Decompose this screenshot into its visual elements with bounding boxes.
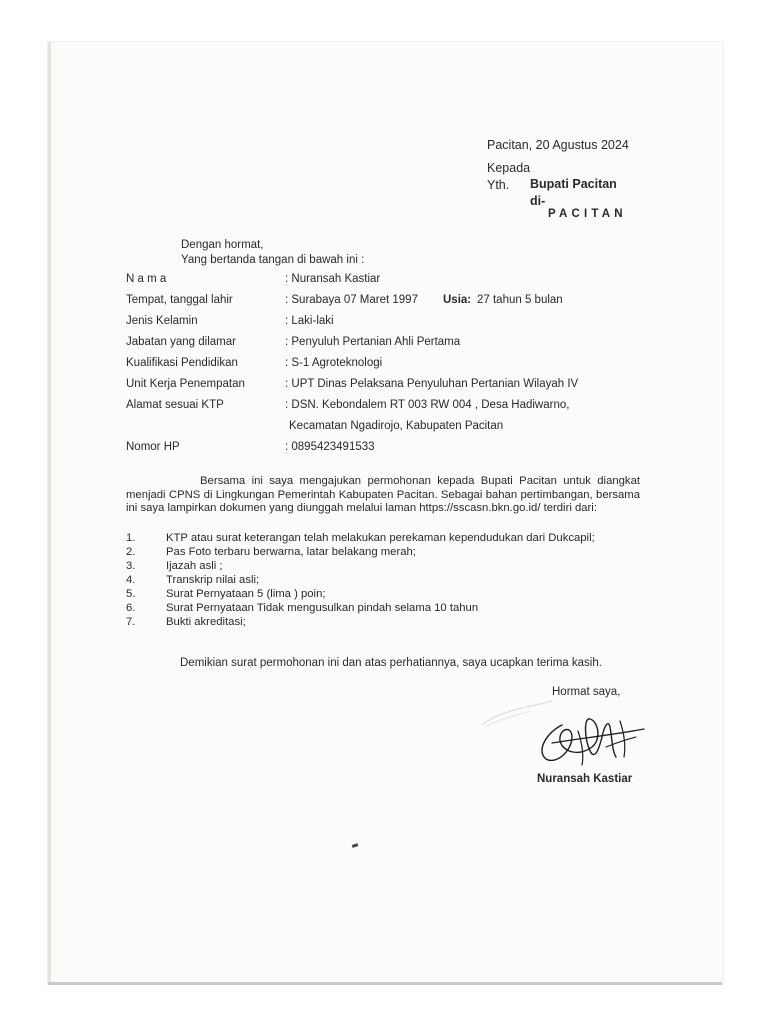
- attachment-number: 7.: [126, 616, 136, 628]
- field-value-address: : DSN. Kebondalem RT 003 RW 004 , Desa Hadiwarno,: [285, 399, 570, 411]
- field-label-birth: Tempat, tanggal lahir: [126, 294, 233, 306]
- field-label-work-unit: Unit Kerja Penempatan: [126, 378, 245, 390]
- intro-line: Yang bertanda tangan di bawah ini :: [181, 254, 365, 266]
- attachment-number: 1.: [126, 532, 136, 544]
- signer-name: Nuransah Kastiar: [537, 773, 633, 785]
- field-value-birth: : Surabaya 07 Maret 1997: [285, 294, 418, 306]
- closing-text: Demikian surat permohonan ini dan atas perhatiannya, saya ucapkan terima kasih.: [180, 657, 602, 669]
- field-value-education: : S-1 Agroteknologi: [285, 357, 383, 369]
- attachment-number: 5.: [126, 588, 136, 600]
- greeting: Dengan hormat,: [181, 239, 264, 251]
- attachment-item: KTP atau surat keterangan telah melakukan perekaman kependudukan dari Dukcapil;: [166, 532, 595, 544]
- field-label-phone: Nomor HP: [126, 441, 180, 453]
- field-value-work-unit: : UPT Dinas Pelaksana Penyuluhan Pertanian Wilayah IV: [285, 378, 579, 390]
- field-value-phone: : 0895423491533: [285, 441, 375, 453]
- field-value-address-line2: Kecamatan Ngadirojo, Kabupaten Pacitan: [289, 420, 504, 432]
- attachment-item: Surat Pernyataan 5 (lima ) poin;: [166, 588, 326, 600]
- attachment-item: Bukti akreditasi;: [166, 616, 246, 628]
- attachment-number: 3.: [126, 560, 136, 572]
- field-label-education: Kualifikasi Pendidikan: [126, 357, 238, 369]
- age-label: Usia:: [443, 294, 472, 306]
- field-label-gender: Jenis Kelamin: [126, 315, 198, 327]
- signature-image: [532, 707, 648, 771]
- recipient: Bupati Pacitan: [530, 177, 617, 191]
- body-paragraph: [126, 475, 640, 516]
- attachment-number: 2.: [126, 546, 136, 558]
- attachment-number: 4.: [126, 574, 136, 586]
- yth-label: Yth.: [487, 178, 510, 192]
- at-label: di-: [530, 194, 546, 208]
- salutation: Hormat saya,: [552, 686, 621, 698]
- attachment-item: Transkrip nilai asli;: [166, 574, 260, 586]
- field-label-position: Jabatan yang dilamar: [126, 336, 236, 348]
- field-label-name: N a m a: [126, 273, 167, 285]
- field-value-gender: : Laki-laki: [285, 315, 334, 327]
- body-text: Bersama ini saya mengajukan permohonan kepada Bupati Pacitan untuk diangkat menjadi CPNS di Lingkungan Pemerintah Kabupaten Pacitan. Sebagai bahan pertimbangan, bersama ini saya lampirkan dokumen yang diunggah melalui laman https://sscasn.bkn.go.id/ terdiri dari:: [126, 475, 640, 515]
- attachment-item: Surat Pernyataan Tidak mengusulkan pindah selama 10 tahun: [166, 602, 479, 614]
- to-label: Kepada: [487, 161, 531, 175]
- place-date: Pacitan, 20 Agustus 2024: [487, 138, 629, 152]
- age-value: 27 tahun 5 bulan: [477, 294, 563, 306]
- field-value-name: : Nuransah Kastiar: [285, 273, 381, 285]
- attachment-item: Ijazah asli ;: [166, 560, 223, 572]
- attachment-item: Pas Foto terbaru berwarna, latar belakang merah;: [166, 546, 416, 558]
- field-value-position: : Penyuluh Pertanian Ahli Pertama: [285, 336, 461, 348]
- recipient-city: PACITAN: [548, 208, 627, 220]
- attachment-number: 6.: [126, 602, 136, 614]
- field-label-address: Alamat sesuai KTP: [126, 399, 224, 411]
- paper-edge: [48, 982, 722, 985]
